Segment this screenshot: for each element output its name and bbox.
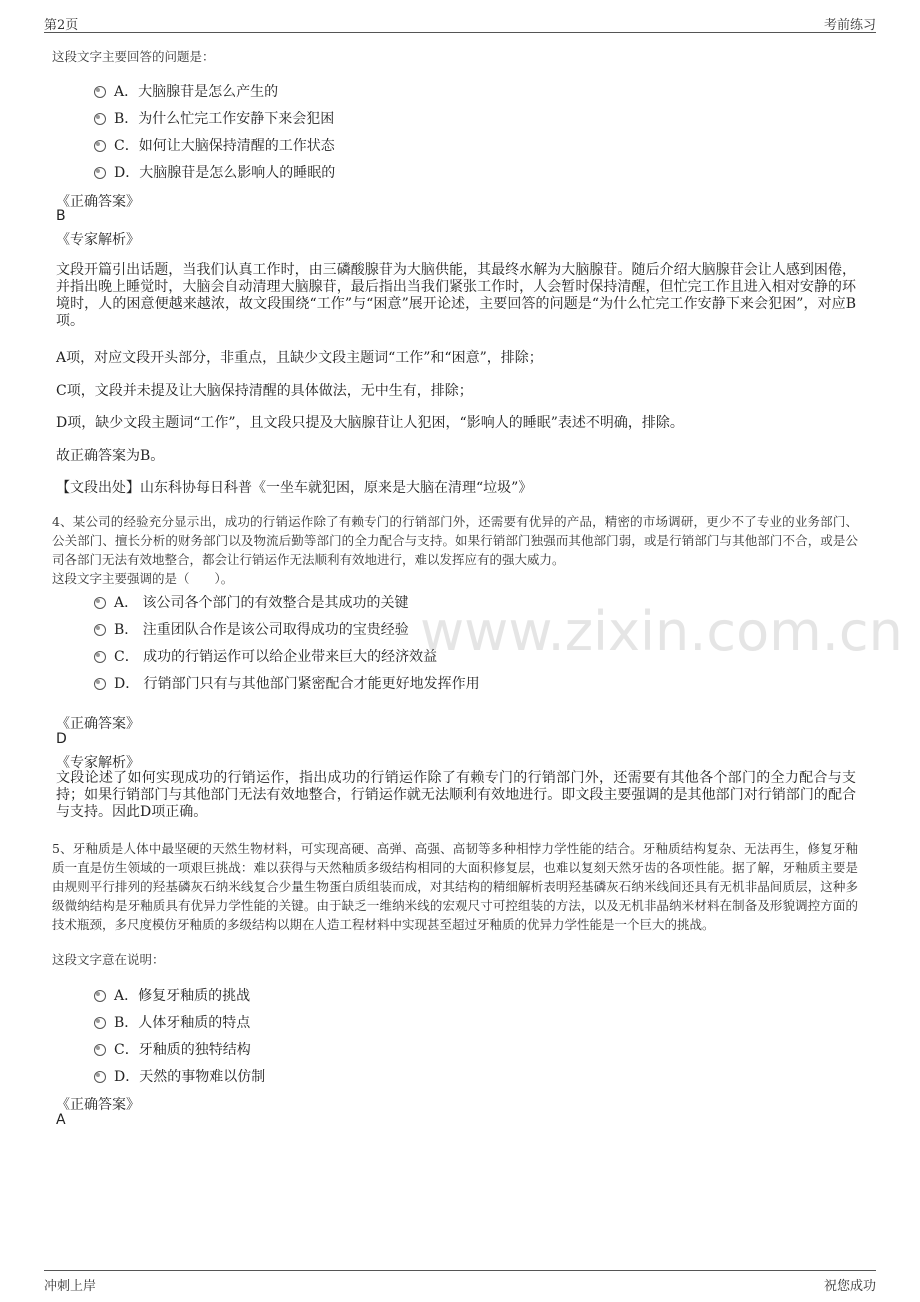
watermark: www.zixin.com.cn	[420, 600, 903, 663]
q4-option-c[interactable]: C． 成功的行销运作可以给企业带来巨大的经济效益	[94, 646, 437, 666]
q3-question: 这段文字主要回答的问题是：	[52, 49, 215, 64]
q3-analysis-label: 《专家解析》	[56, 232, 140, 248]
q5-option-a[interactable]: A．修复牙釉质的挑战	[94, 985, 250, 1005]
radio-icon[interactable]	[94, 1044, 106, 1056]
radio-icon[interactable]	[94, 651, 106, 663]
q5-option-b[interactable]: B．人体牙釉质的特点	[94, 1012, 250, 1032]
radio-icon[interactable]	[94, 624, 106, 636]
q3-option-c[interactable]: C．如何让大脑保持清醒的工作状态	[94, 135, 335, 155]
radio-icon[interactable]	[94, 597, 106, 609]
radio-icon[interactable]	[94, 990, 106, 1002]
q4-analysis-label: 《专家解析》	[56, 755, 140, 771]
radio-icon[interactable]	[94, 1017, 106, 1029]
header-title: 考前练习	[823, 18, 876, 33]
q5-answer-label: 《正确答案》	[56, 1097, 140, 1113]
q3-analysis-c: C项，文段并未提及让大脑保持清醒的具体做法，无中生有，排除；	[56, 383, 473, 399]
q4-answer-label: 《正确答案》	[56, 716, 140, 732]
q4-question: 这段文字主要强调的是（ ）。	[52, 571, 234, 586]
radio-icon[interactable]	[94, 678, 106, 690]
q3-analysis-conclusion: 故正确答案为B。	[56, 448, 165, 464]
q3-analysis-main: 文段开篇引出话题，当我们认真工作时，由三磷酸腺苷为大脑供能，其最终水解为大脑腺苷。随后介绍大脑腺苷会让人感到困倦，并指出晚上睡觉时，大脑会自动清理大脑腺苷，最后指出当我们紧张工作时，人会暂时保持清醒，但忙完工作且进入相对安静的环境时，人的困意便越来越浓，故文段围绕“工作”与“困意”展开论述，主要回答的问题是“为什么忙完工作安静下来会犯困”，对应B项。	[56, 262, 856, 329]
radio-icon[interactable]	[94, 86, 106, 98]
page-number: 第2页	[44, 18, 79, 33]
q5-stem: 5、牙釉质是人体中最坚硬的天然生物材料，可实现高硬、高弹、高强、高韧等多种相悖力学性能的结合。牙釉质结构复杂、无法再生，修复牙釉质一直是仿生领域的一项艰巨挑战：难以获得与天然釉质多级结构相同的大面积修复层，也难以复刻天然牙齿的各项性能。据了解，牙釉质主要是由规则平行排列的羟基磷灰石纳米线复合少量生物蛋白质组装而成，对其结构的精细解析表明羟基磷灰石纳米线间还具有无机非晶间质层，这种多级微纳结构是牙釉质具有优异力学性能的关键。由于缺乏一维纳米线的宏观尺寸可控组装的方法，以及无机非晶纳米材料在制备及形貌调控方面的技术瓶颈，多尺度模仿牙釉质的多级结构以期在人造工程材料中实现甚至超过牙釉质的优异力学性能是一个巨大的挑战。	[52, 841, 858, 932]
q3-answer-label: 《正确答案》	[56, 194, 140, 210]
radio-icon[interactable]	[94, 113, 106, 125]
footer-left: 冲刺上岸	[44, 1279, 97, 1294]
q3-option-d[interactable]: D．大脑腺苷是怎么影响人的睡眠的	[94, 162, 335, 182]
radio-icon[interactable]	[94, 167, 106, 179]
q4-option-b[interactable]: B． 注重团队合作是该公司取得成功的宝贵经验	[94, 619, 409, 639]
q3-option-b[interactable]: B．为什么忙完工作安静下来会犯困	[94, 108, 334, 128]
q5-option-c[interactable]: C．牙釉质的独特结构	[94, 1039, 251, 1059]
q5-answer: A	[56, 1112, 66, 1128]
q3-option-a[interactable]: A．大脑腺苷是怎么产生的	[94, 81, 278, 101]
q3-analysis-d: D项，缺少文段主题词“工作”，且文段只提及大脑腺苷让人犯困，“影响人的睡眠”表述不明确，排除。	[56, 415, 684, 431]
page-footer	[44, 1270, 876, 1295]
q4-option-a[interactable]: A． 该公司各个部门的有效整合是其成功的关键	[94, 592, 409, 612]
q4-option-d[interactable]: D． 行销部门只有与其他部门紧密配合才能更好地发挥作用	[94, 673, 480, 693]
q3-analysis-a: A项，对应文段开头部分，非重点，且缺少文段主题词“工作”和“困意”，排除；	[56, 350, 543, 366]
q3-source: 【文段出处】山东科协每日科普《一坐车就犯困，原来是大脑在清理“垃圾”》	[56, 480, 533, 496]
radio-icon[interactable]	[94, 140, 106, 152]
page-header	[44, 12, 876, 33]
q5-option-d[interactable]: D．天然的事物难以仿制	[94, 1066, 265, 1086]
q4-answer: D	[56, 731, 67, 747]
q4-stem: 4、某公司的经验充分显示出，成功的行销运作除了有赖专门的行销部门外，还需要有优异的产品，精密的市场调研，更少不了专业的业务部门、公关部门、擅长分析的财务部门以及物流后勤等部门的全力配合与支持。如果行销部门独强而其他部门弱，或是行销部门与其他部门不合，或是公司各部门无法有效地整合，都会让行销运作无法顺利有效地进行，难以发挥应有的强大威力。	[52, 514, 858, 567]
q3-answer: B	[56, 208, 66, 224]
q5-question: 这段文字意在说明：	[52, 952, 165, 967]
q4-analysis: 文段论述了如何实现成功的行销运作，指出成功的行销运作除了有赖专门的行销部门外，还需要有其他各个部门的全力配合与支持；如果行销部门与其他部门无法有效地整合，行销运作就无法顺利有效地进行。即文段主要强调的是其他部门对行销部门的配合与支持。因此D项正确。	[56, 770, 856, 820]
radio-icon[interactable]	[94, 1071, 106, 1083]
footer-right: 祝您成功	[823, 1279, 876, 1294]
